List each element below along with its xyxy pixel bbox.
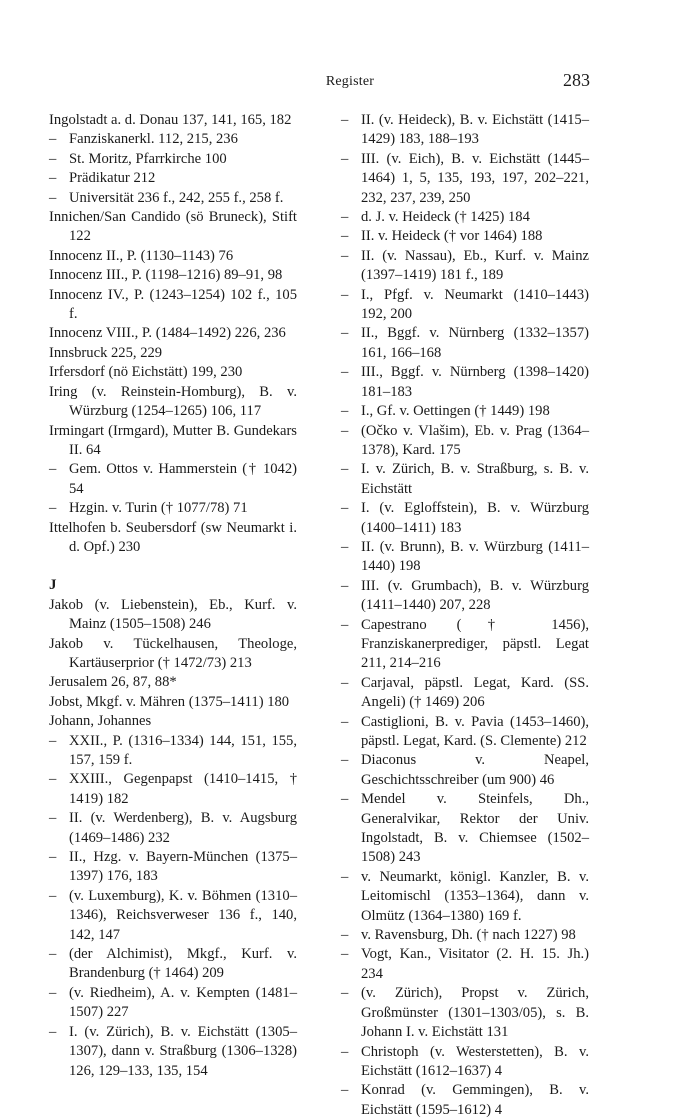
index-subentry: – (v. Zürich), Propst v. Zürich, Großmünster (1301–1303/05), s. B. Johann I. v. Eichstätt 131 [341,984,589,1042]
index-entry: Jakob (v. Liebenstein), Eb., Kurf. v. Mainz (1505–1508) 246 [49,596,297,633]
index-subentry: – II., Bggf. v. Nürnberg (1332–1357) 161, 166–168 [341,324,589,363]
index-subentry: – Capestrano († 1456), Franziskanerprediger, päpstl. Legat 211, 214–216 [341,616,589,674]
index-subentry: – (der Alchimist), Mkgf., Kurf. v. Brandenburg († 1464) 209 [49,945,297,984]
index-subentry: – I. (v. Egloffstein), B. v. Würzburg (1400–1411) 183 [341,499,589,538]
index-subentry: – I. v. Zürich, B. v. Straßburg, s. B. v. Eichstätt [341,460,589,499]
index-subentry: – III., Bggf. v. Nürnberg (1398–1420) 181–183 [341,363,589,402]
index-entry: Irfersdorf (nö Eichstätt) 199, 230 [49,364,243,381]
index-subentry: – Castiglioni, B. v. Pavia (1453–1460), päpstl. Legat, Kard. (S. Clemente) 212 [341,713,589,752]
index-subentry: – d. J. v. Heideck († 1425) 184 [341,208,589,227]
index-subentry: – II., Hzg. v. Bayern-München (1375–1397) 176, 183 [49,848,297,887]
index-subentry: – (Očko v. Vlašim), Eb. v. Prag (1364–1378), Kard. 175 [341,422,589,461]
index-subentry: – II. (v. Nassau), Eb., Kurf. v. Mainz (1397–1419) 181 f., 189 [341,247,589,286]
index-entry: Ingolstadt a. d. Donau 137, 141, 165, 182 [49,112,292,128]
index-subentry: – Konrad (v. Gemmingen), B. v. Eichstätt (1595–1612) 4 [341,1081,589,1120]
index-subentry: – III. (v. Eich), B. v. Eichstätt (1445–1464) 1, 5, 135, 193, 197, 202–221, 232, 237, 239, 250 [341,150,589,208]
page-number: 283 [563,70,590,90]
index-subentry: – I., Pfgf. v. Neumarkt (1410–1443) 192, 200 [341,286,589,325]
index-entry: Ittelhofen b. Seubersdorf (sw Neumarkt i. d. Opf.) 230 [49,519,297,555]
index-subentry: – Prädikatur 212 [49,169,297,188]
index-subentry: – v. Ravensburg, Dh. († nach 1227) 98 [341,926,589,945]
running-head: Register [325,74,375,89]
index-subentry: – (v. Riedheim), A. v. Kempten (1481–1507) 227 [49,984,297,1023]
index-entry: Jerusalem 26, 87, 88* [49,674,177,691]
index-entry: Innocenz VIII., P. (1484–1492) 226, 236 [49,325,286,342]
index-column-left [49,111,297,1081]
index-entry: Innocenz II., P. (1130–1143) 76 [49,247,234,264]
index-entry: Innocenz IV., P. (1243–1254) 102 f., 105 f. [49,286,297,323]
index-entry: Jobst, Mkgf. v. Mähren (1375–1411) 180 [49,693,290,710]
index-entry: Johann, Johannes [49,713,152,730]
index-entry: Irmingart (Irmgard), Mutter B. Gundekars II. 64 [49,422,297,458]
index-entry: Innsbruck 225, 229 [49,344,163,361]
index-subentry: – II. (v. Werdenberg), B. v. Augsburg (1469–1486) 232 [49,809,297,848]
index-subentry: – Carjaval, päpstl. Legat, Kard. (SS. Angeli) († 1469) 206 [341,674,589,713]
index-entry: Jakob v. Tückelhausen, Theologe, Kartäuserprior († 1472/73) 213 [49,635,297,671]
index-subentry: – v. Neumarkt, königl. Kanzler, B. v. Leitomischl (1353–1364), dann v. Olmütz (1364–1380) 169 f. [341,868,589,926]
index-subentry: – St. Moritz, Pfarrkirche 100 [49,150,297,169]
index-subentry: – II. v. Heideck († vor 1464) 188 [341,227,589,246]
index-subentry: – III. (v. Grumbach), B. v. Würzburg (1411–1440) 207, 228 [341,577,589,616]
index-subentry: – XXIII., Gegenpapst (1410–1415, † 1419) 182 [49,770,297,809]
index-subentry: – (v. Luxemburg), K. v. Böhmen (1310–1346), Reichsverweser 136 f., 140, 142, 147 [49,887,297,945]
index-subentry: – Fanziskanerkl. 112, 215, 236 [49,130,297,149]
index-subentry: – Mendel v. Steinfels, Dh., Generalvikar, Rektor der Univ. Ingolstadt, B. v. Chiemsee (1502–1508) 243 [341,790,589,868]
index-subentry: – Christoph (v. Westerstetten), B. v. Eichstätt (1612–1637) 4 [341,1043,589,1082]
index-subentry: – Vogt, Kan., Visitator (2. H. 15. Jh.) 234 [341,945,589,984]
index-subentry: – Hzgin. v. Turin († 1077/78) 71 [49,499,297,518]
index-entry: Innichen/San Candido (sö Bruneck), Stift 122 [49,209,297,245]
index-subentry: – I., Gf. v. Oettingen († 1449) 198 [341,402,589,421]
index-subentry: – Diaconus v. Neapel, Geschichtsschreiber (um 900) 46 [341,751,589,790]
index-subentry: – Gem. Ottos v. Hammerstein († 1042) 54 [49,460,297,499]
index-column-right [341,111,589,1120]
letter-heading: J [49,577,57,594]
index-subentry: – I. (v. Zürich), B. v. Eichstätt (1305–1307), dann v. Straßburg (1306–1328) 126, 129–133, 135, 154 [49,1023,297,1081]
index-entry: Iring (v. Reinstein-Homburg), B. v. Würzburg (1254–1265) 106, 117 [49,383,297,420]
index-subentry: – Universität 236 f., 242, 255 f., 258 f. [49,189,297,208]
index-entry: Innocenz III., P. (1198–1216) 89–91, 98 [49,267,283,284]
index-subentry: – XXII., P. (1316–1334) 144, 151, 155, 157, 159 f. [49,732,297,771]
index-subentry: – II. (v. Brunn), B. v. Würzburg (1411–1440) 198 [341,538,589,577]
index-subentry: – II. (v. Heideck), B. v. Eichstätt (1415–1429) 183, 188–193 [341,111,589,150]
